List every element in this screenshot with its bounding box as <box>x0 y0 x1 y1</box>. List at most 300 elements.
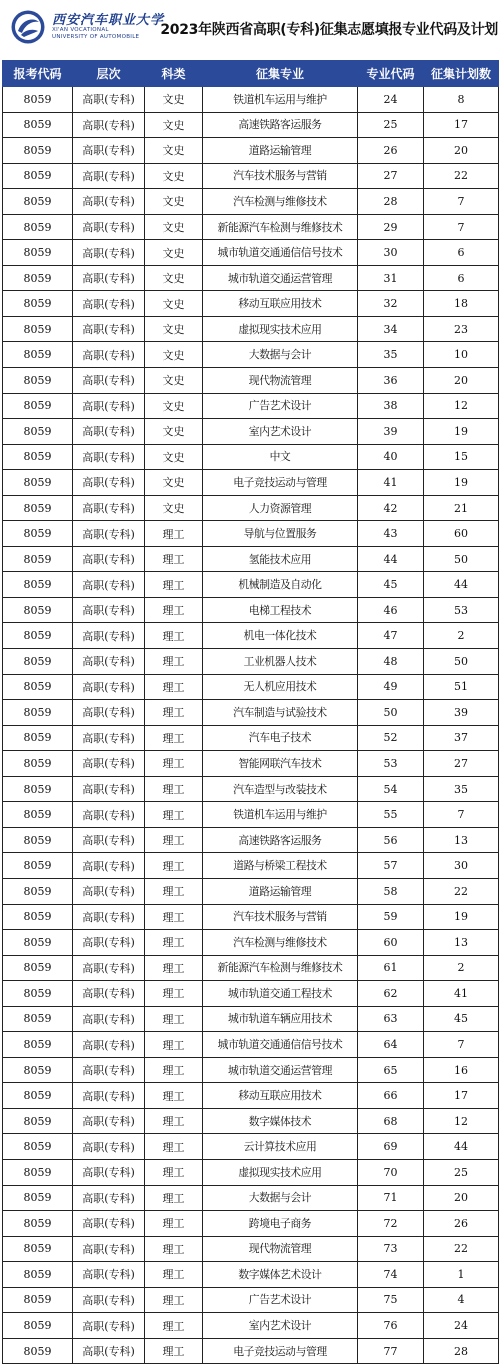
plan-count-cell: 2 <box>424 623 499 649</box>
table-row <box>3 700 499 726</box>
level-cell: 高职(专科) <box>73 1262 145 1288</box>
level-cell: 高职(专科) <box>73 393 145 419</box>
major-code-cell: 69 <box>358 1134 424 1160</box>
table-row <box>3 87 499 113</box>
exam-code-cell: 8059 <box>3 470 73 496</box>
major-cell: 汽车检测与维修技术 <box>203 189 358 215</box>
exam-code-cell: 8059 <box>3 521 73 547</box>
major-code-cell: 71 <box>358 1185 424 1211</box>
major-code-cell: 57 <box>358 853 424 879</box>
category-cell: 理工 <box>145 776 203 802</box>
major-cell: 道路运输管理 <box>203 878 358 904</box>
category-cell: 理工 <box>145 700 203 726</box>
category-cell: 理工 <box>145 1134 203 1160</box>
plan-count-cell: 6 <box>424 240 499 266</box>
level-cell: 高职(专科) <box>73 700 145 726</box>
major-cell: 跨境电子商务 <box>203 1211 358 1237</box>
page-title: 2023年陕西省高职(专科)征集志愿填报专业代码及计划 <box>160 22 498 38</box>
exam-code-cell: 8059 <box>3 930 73 956</box>
exam-code-cell: 8059 <box>3 342 73 368</box>
exam-code-cell: 8059 <box>3 265 73 291</box>
plan-count-cell: 2 <box>424 955 499 981</box>
level-cell: 高职(专科) <box>73 1134 145 1160</box>
table-row <box>3 265 499 291</box>
category-cell: 理工 <box>145 1159 203 1185</box>
major-cell: 数字媒体技术 <box>203 1108 358 1134</box>
category-cell: 理工 <box>145 521 203 547</box>
exam-code-cell: 8059 <box>3 495 73 521</box>
major-code-cell: 32 <box>358 291 424 317</box>
exam-code-cell: 8059 <box>3 1108 73 1134</box>
plan-count-cell: 7 <box>424 214 499 240</box>
enrollment-table <box>2 60 499 1364</box>
exam-code-cell: 8059 <box>3 163 73 189</box>
major-cell: 大数据与会计 <box>203 342 358 368</box>
exam-code-cell: 8059 <box>3 1262 73 1288</box>
category-cell: 理工 <box>145 1057 203 1083</box>
level-cell: 高职(专科) <box>73 265 145 291</box>
level-cell: 高职(专科) <box>73 572 145 598</box>
category-cell: 理工 <box>145 572 203 598</box>
major-cell: 汽车技术服务与营销 <box>203 904 358 930</box>
category-cell: 理工 <box>145 597 203 623</box>
table-row <box>3 878 499 904</box>
level-cell: 高职(专科) <box>73 470 145 496</box>
plan-count-cell: 39 <box>424 700 499 726</box>
column-header-major-code: 专业代码 <box>358 61 424 87</box>
table-row <box>3 1313 499 1339</box>
table-row <box>3 138 499 164</box>
table-row <box>3 419 499 445</box>
exam-code-cell: 8059 <box>3 240 73 266</box>
level-cell: 高职(专科) <box>73 419 145 445</box>
major-code-cell: 76 <box>358 1313 424 1339</box>
level-cell: 高职(专科) <box>73 316 145 342</box>
level-cell: 高职(专科) <box>73 1185 145 1211</box>
major-code-cell: 66 <box>358 1083 424 1109</box>
table-body <box>3 87 499 1364</box>
exam-code-cell: 8059 <box>3 802 73 828</box>
category-cell: 文史 <box>145 316 203 342</box>
major-code-cell: 59 <box>358 904 424 930</box>
level-cell: 高职(专科) <box>73 342 145 368</box>
category-cell: 理工 <box>145 1185 203 1211</box>
major-code-cell: 46 <box>358 597 424 623</box>
plan-count-cell: 19 <box>424 904 499 930</box>
exam-code-cell: 8059 <box>3 112 73 138</box>
major-cell: 现代物流管理 <box>203 1236 358 1262</box>
major-code-cell: 65 <box>358 1057 424 1083</box>
category-cell: 理工 <box>145 674 203 700</box>
major-code-cell: 44 <box>358 546 424 572</box>
major-code-cell: 42 <box>358 495 424 521</box>
major-code-cell: 25 <box>358 112 424 138</box>
category-cell: 文史 <box>145 214 203 240</box>
major-cell: 新能源汽车检测与维修技术 <box>203 955 358 981</box>
plan-count-cell: 6 <box>424 265 499 291</box>
category-cell: 文史 <box>145 87 203 113</box>
logo-chinese-name: 西安汽车职业大学 <box>52 13 165 28</box>
plan-count-cell: 23 <box>424 316 499 342</box>
exam-code-cell: 8059 <box>3 955 73 981</box>
exam-code-cell: 8059 <box>3 1313 73 1339</box>
major-code-cell: 58 <box>358 878 424 904</box>
level-cell: 高职(专科) <box>73 827 145 853</box>
plan-count-cell: 50 <box>424 649 499 675</box>
category-cell: 文史 <box>145 240 203 266</box>
category-cell: 理工 <box>145 751 203 777</box>
exam-code-cell: 8059 <box>3 725 73 751</box>
level-cell: 高职(专科) <box>73 444 145 470</box>
major-cell: 机电一体化技术 <box>203 623 358 649</box>
major-cell: 氢能技术应用 <box>203 546 358 572</box>
category-cell: 理工 <box>145 853 203 879</box>
exam-code-cell: 8059 <box>3 1083 73 1109</box>
document-header <box>0 0 500 60</box>
category-cell: 理工 <box>145 955 203 981</box>
major-cell: 城市轨道交通运营管理 <box>203 265 358 291</box>
exam-code-cell: 8059 <box>3 878 73 904</box>
major-code-cell: 39 <box>358 419 424 445</box>
plan-count-cell: 50 <box>424 546 499 572</box>
category-cell: 理工 <box>145 878 203 904</box>
major-cell: 电子竞技运动与管理 <box>203 1338 358 1364</box>
plan-count-cell: 4 <box>424 1287 499 1313</box>
plan-count-cell: 15 <box>424 444 499 470</box>
level-cell: 高职(专科) <box>73 521 145 547</box>
category-cell: 文史 <box>145 163 203 189</box>
major-code-cell: 61 <box>358 955 424 981</box>
category-cell: 文史 <box>145 444 203 470</box>
table-row <box>3 1287 499 1313</box>
category-cell: 理工 <box>145 1287 203 1313</box>
major-cell: 导航与位置服务 <box>203 521 358 547</box>
table-row <box>3 904 499 930</box>
table-row <box>3 674 499 700</box>
table-row <box>3 291 499 317</box>
category-cell: 文史 <box>145 265 203 291</box>
table-row <box>3 649 499 675</box>
major-code-cell: 45 <box>358 572 424 598</box>
major-code-cell: 75 <box>358 1287 424 1313</box>
major-cell: 广告艺术设计 <box>203 1287 358 1313</box>
table-row <box>3 623 499 649</box>
exam-code-cell: 8059 <box>3 1134 73 1160</box>
major-code-cell: 56 <box>358 827 424 853</box>
plan-count-cell: 20 <box>424 1185 499 1211</box>
plan-count-cell: 22 <box>424 878 499 904</box>
table-row <box>3 1006 499 1032</box>
plan-count-cell: 26 <box>424 1211 499 1237</box>
major-cell: 中文 <box>203 444 358 470</box>
category-cell: 理工 <box>145 827 203 853</box>
exam-code-cell: 8059 <box>3 649 73 675</box>
major-cell: 汽车技术服务与营销 <box>203 163 358 189</box>
category-cell: 文史 <box>145 189 203 215</box>
major-cell: 虚拟现实技术应用 <box>203 1159 358 1185</box>
level-cell: 高职(专科) <box>73 1032 145 1058</box>
table-row <box>3 546 499 572</box>
table-row <box>3 368 499 394</box>
level-cell: 高职(专科) <box>73 930 145 956</box>
exam-code-cell: 8059 <box>3 853 73 879</box>
major-code-cell: 68 <box>358 1108 424 1134</box>
major-code-cell: 29 <box>358 214 424 240</box>
exam-code-cell: 8059 <box>3 189 73 215</box>
major-code-cell: 34 <box>358 316 424 342</box>
major-cell: 机械制造及自动化 <box>203 572 358 598</box>
plan-count-cell: 12 <box>424 393 499 419</box>
level-cell: 高职(专科) <box>73 495 145 521</box>
major-cell: 数字媒体艺术设计 <box>203 1262 358 1288</box>
exam-code-cell: 8059 <box>3 572 73 598</box>
plan-count-cell: 19 <box>424 470 499 496</box>
level-cell: 高职(专科) <box>73 981 145 1007</box>
plan-count-cell: 35 <box>424 776 499 802</box>
exam-code-cell: 8059 <box>3 700 73 726</box>
level-cell: 高职(专科) <box>73 1159 145 1185</box>
exam-code-cell: 8059 <box>3 623 73 649</box>
plan-count-cell: 16 <box>424 1057 499 1083</box>
level-cell: 高职(专科) <box>73 1057 145 1083</box>
level-cell: 高职(专科) <box>73 1211 145 1237</box>
category-cell: 理工 <box>145 623 203 649</box>
level-cell: 高职(专科) <box>73 189 145 215</box>
major-cell: 无人机应用技术 <box>203 674 358 700</box>
category-cell: 理工 <box>145 649 203 675</box>
category-cell: 理工 <box>145 802 203 828</box>
logo-english-name <box>52 27 139 41</box>
level-cell: 高职(专科) <box>73 291 145 317</box>
level-cell: 高职(专科) <box>73 368 145 394</box>
category-cell: 理工 <box>145 981 203 1007</box>
major-cell: 电子竞技运动与管理 <box>203 470 358 496</box>
level-cell: 高职(专科) <box>73 1313 145 1339</box>
major-code-cell: 38 <box>358 393 424 419</box>
level-cell: 高职(专科) <box>73 725 145 751</box>
major-code-cell: 64 <box>358 1032 424 1058</box>
category-cell: 文史 <box>145 368 203 394</box>
university-logo-icon <box>10 9 46 45</box>
table-row <box>3 393 499 419</box>
category-cell: 理工 <box>145 1313 203 1339</box>
table-row <box>3 1159 499 1185</box>
table-row <box>3 240 499 266</box>
plan-count-cell: 7 <box>424 189 499 215</box>
plan-count-cell: 41 <box>424 981 499 1007</box>
major-cell: 广告艺术设计 <box>203 393 358 419</box>
plan-count-cell: 45 <box>424 1006 499 1032</box>
table-row <box>3 1083 499 1109</box>
major-code-cell: 30 <box>358 240 424 266</box>
major-cell: 智能网联汽车技术 <box>203 751 358 777</box>
table-row <box>3 470 499 496</box>
major-code-cell: 36 <box>358 368 424 394</box>
major-code-cell: 50 <box>358 700 424 726</box>
exam-code-cell: 8059 <box>3 1159 73 1185</box>
level-cell: 高职(专科) <box>73 674 145 700</box>
logo-english-line-1: XI'AN VOCATIONAL <box>52 27 109 33</box>
level-cell: 高职(专科) <box>73 878 145 904</box>
category-cell: 理工 <box>145 1211 203 1237</box>
plan-count-cell: 28 <box>424 1338 499 1364</box>
plan-count-cell: 60 <box>424 521 499 547</box>
major-cell: 城市轨道交通工程技术 <box>203 981 358 1007</box>
major-cell: 汽车造型与改装技术 <box>203 776 358 802</box>
plan-count-cell: 20 <box>424 138 499 164</box>
major-code-cell: 48 <box>358 649 424 675</box>
level-cell: 高职(专科) <box>73 1236 145 1262</box>
category-cell: 文史 <box>145 393 203 419</box>
table-row <box>3 1262 499 1288</box>
major-code-cell: 41 <box>358 470 424 496</box>
level-cell: 高职(专科) <box>73 138 145 164</box>
level-cell: 高职(专科) <box>73 112 145 138</box>
major-code-cell: 53 <box>358 751 424 777</box>
exam-code-cell: 8059 <box>3 751 73 777</box>
major-cell: 电梯工程技术 <box>203 597 358 623</box>
major-code-cell: 52 <box>358 725 424 751</box>
table-row <box>3 342 499 368</box>
major-cell: 道路运输管理 <box>203 138 358 164</box>
exam-code-cell: 8059 <box>3 1185 73 1211</box>
major-cell: 城市轨道车辆应用技术 <box>203 1006 358 1032</box>
plan-count-cell: 13 <box>424 827 499 853</box>
major-code-cell: 77 <box>358 1338 424 1364</box>
exam-code-cell: 8059 <box>3 981 73 1007</box>
category-cell: 理工 <box>145 1236 203 1262</box>
major-code-cell: 63 <box>358 1006 424 1032</box>
major-cell: 汽车制造与试验技术 <box>203 700 358 726</box>
category-cell: 文史 <box>145 112 203 138</box>
level-cell: 高职(专科) <box>73 214 145 240</box>
category-cell: 理工 <box>145 1006 203 1032</box>
major-cell: 人力资源管理 <box>203 495 358 521</box>
exam-code-cell: 8059 <box>3 1287 73 1313</box>
category-cell: 理工 <box>145 1108 203 1134</box>
plan-count-cell: 17 <box>424 1083 499 1109</box>
category-cell: 文史 <box>145 495 203 521</box>
major-cell: 汽车检测与维修技术 <box>203 930 358 956</box>
plan-count-cell: 37 <box>424 725 499 751</box>
table-row <box>3 1185 499 1211</box>
category-cell: 文史 <box>145 342 203 368</box>
category-cell: 文史 <box>145 138 203 164</box>
major-cell: 新能源汽车检测与维修技术 <box>203 214 358 240</box>
plan-count-cell: 17 <box>424 112 499 138</box>
level-cell: 高职(专科) <box>73 955 145 981</box>
major-cell: 铁道机车运用与维护 <box>203 87 358 113</box>
major-cell: 云计算技术应用 <box>203 1134 358 1160</box>
major-code-cell: 40 <box>358 444 424 470</box>
major-code-cell: 62 <box>358 981 424 1007</box>
major-cell: 移动互联应用技术 <box>203 1083 358 1109</box>
table-row <box>3 572 499 598</box>
table-row <box>3 751 499 777</box>
table-row <box>3 827 499 853</box>
exam-code-cell: 8059 <box>3 674 73 700</box>
plan-count-cell: 12 <box>424 1108 499 1134</box>
major-code-cell: 35 <box>358 342 424 368</box>
major-code-cell: 43 <box>358 521 424 547</box>
level-cell: 高职(专科) <box>73 776 145 802</box>
exam-code-cell: 8059 <box>3 1057 73 1083</box>
exam-code-cell: 8059 <box>3 444 73 470</box>
table-row <box>3 189 499 215</box>
column-header-plan-count: 征集计划数 <box>424 61 499 87</box>
plan-count-cell: 7 <box>424 802 499 828</box>
major-cell: 高速铁路客运服务 <box>203 827 358 853</box>
exam-code-cell: 8059 <box>3 1338 73 1364</box>
exam-code-cell: 8059 <box>3 87 73 113</box>
level-cell: 高职(专科) <box>73 240 145 266</box>
plan-count-cell: 44 <box>424 1134 499 1160</box>
category-cell: 理工 <box>145 904 203 930</box>
table-row <box>3 853 499 879</box>
plan-count-cell: 22 <box>424 1236 499 1262</box>
major-code-cell: 47 <box>358 623 424 649</box>
exam-code-cell: 8059 <box>3 138 73 164</box>
exam-code-cell: 8059 <box>3 419 73 445</box>
plan-count-cell: 51 <box>424 674 499 700</box>
plan-count-cell: 20 <box>424 368 499 394</box>
major-cell: 移动互联应用技术 <box>203 291 358 317</box>
major-cell: 室内艺术设计 <box>203 419 358 445</box>
major-code-cell: 74 <box>358 1262 424 1288</box>
major-cell: 城市轨道交通通信信号技术 <box>203 240 358 266</box>
major-cell: 城市轨道交通通信信号技术 <box>203 1032 358 1058</box>
major-code-cell: 60 <box>358 930 424 956</box>
category-cell: 理工 <box>145 930 203 956</box>
table-row <box>3 597 499 623</box>
major-cell: 室内艺术设计 <box>203 1313 358 1339</box>
category-cell: 理工 <box>145 725 203 751</box>
category-cell: 文史 <box>145 419 203 445</box>
table-row <box>3 1236 499 1262</box>
major-cell: 大数据与会计 <box>203 1185 358 1211</box>
exam-code-cell: 8059 <box>3 393 73 419</box>
table-row <box>3 930 499 956</box>
plan-count-cell: 22 <box>424 163 499 189</box>
exam-code-cell: 8059 <box>3 316 73 342</box>
exam-code-cell: 8059 <box>3 1006 73 1032</box>
level-cell: 高职(专科) <box>73 163 145 189</box>
table-row <box>3 1134 499 1160</box>
table-row <box>3 1032 499 1058</box>
table-row <box>3 776 499 802</box>
table-row <box>3 955 499 981</box>
table-row <box>3 112 499 138</box>
major-code-cell: 28 <box>358 189 424 215</box>
level-cell: 高职(专科) <box>73 1287 145 1313</box>
major-code-cell: 24 <box>358 87 424 113</box>
level-cell: 高职(专科) <box>73 623 145 649</box>
table-row <box>3 316 499 342</box>
exam-code-cell: 8059 <box>3 1032 73 1058</box>
logo-english-line-2: UNIVERSITY OF AUTOMOBILE <box>52 34 140 40</box>
exam-code-cell: 8059 <box>3 546 73 572</box>
major-cell: 高速铁路客运服务 <box>203 112 358 138</box>
category-cell: 理工 <box>145 1338 203 1364</box>
major-cell: 虚拟现实技术应用 <box>203 316 358 342</box>
major-cell: 铁道机车运用与维护 <box>203 802 358 828</box>
table-row <box>3 1338 499 1364</box>
exam-code-cell: 8059 <box>3 1211 73 1237</box>
exam-code-cell: 8059 <box>3 291 73 317</box>
column-header-exam-code: 报考代码 <box>3 61 73 87</box>
plan-count-cell: 8 <box>424 87 499 113</box>
level-cell: 高职(专科) <box>73 1108 145 1134</box>
